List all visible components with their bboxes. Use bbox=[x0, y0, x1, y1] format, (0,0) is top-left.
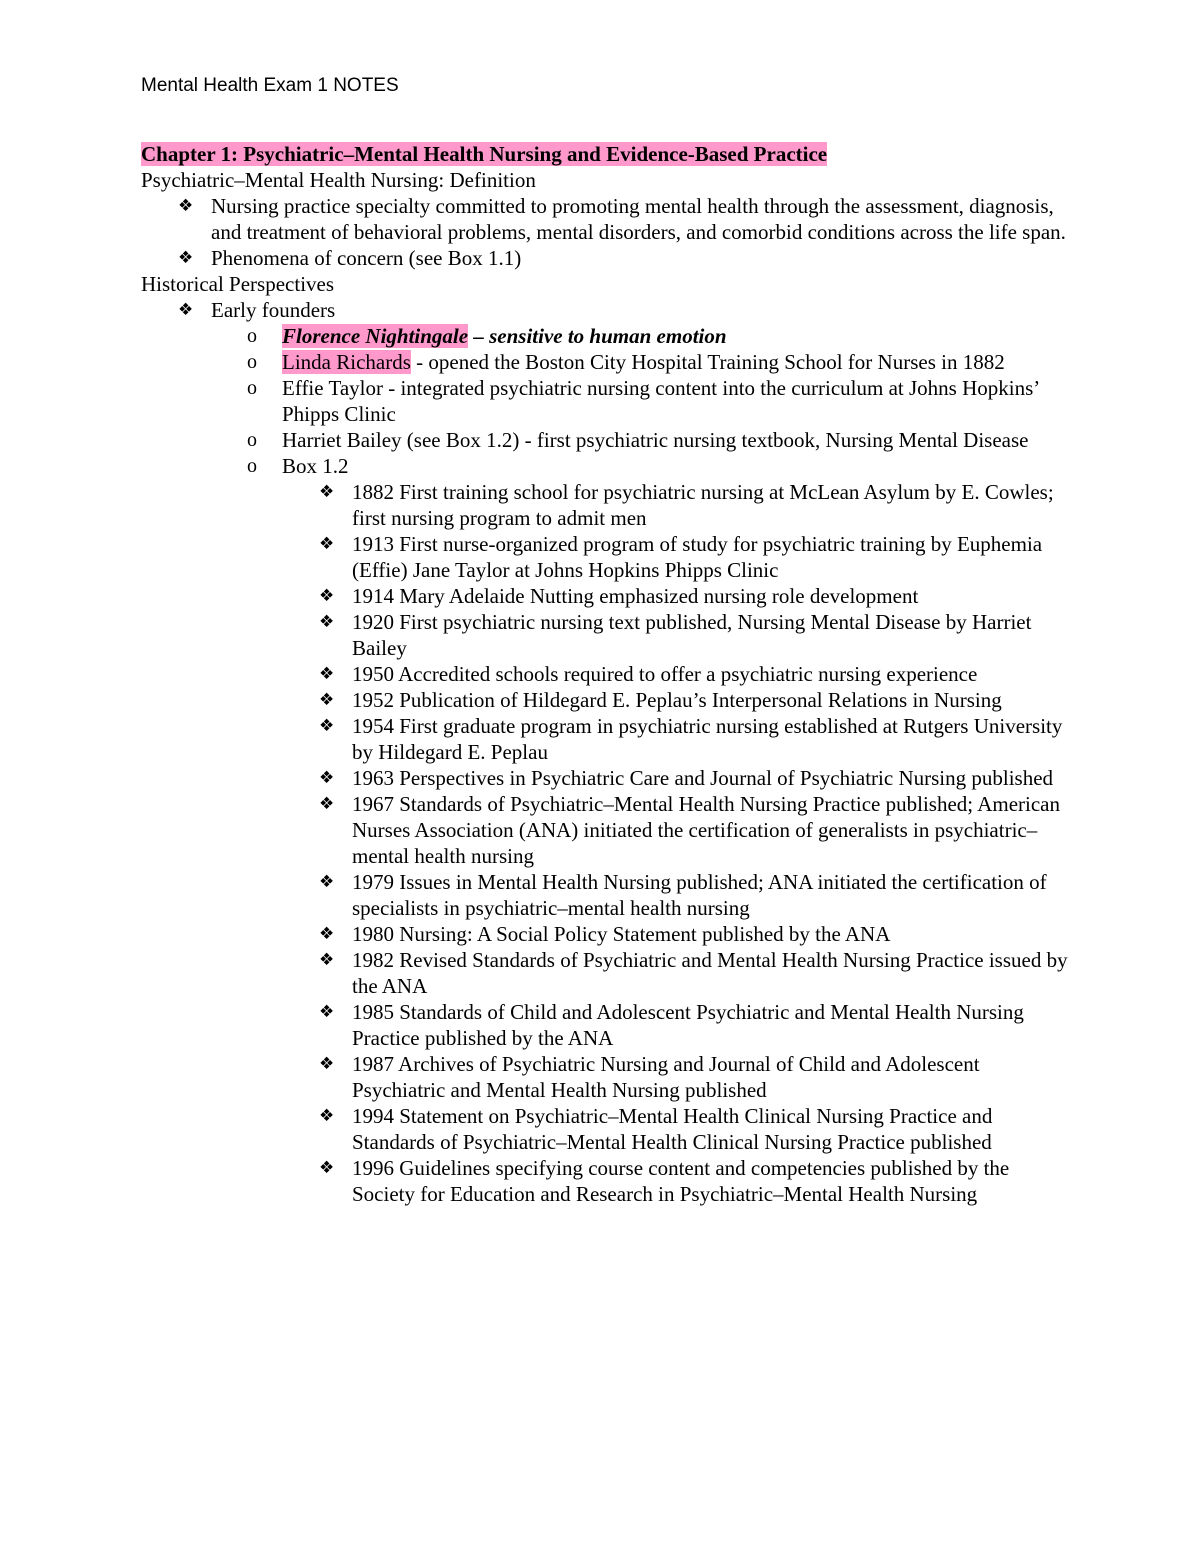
timeline-item: ❖ 1952 Publication of Hildegard E. Peplau’s Interpersonal Relations in Nursing bbox=[319, 688, 1002, 712]
section-label-definition: Psychiatric–Mental Health Nursing: Definition bbox=[141, 168, 536, 192]
four-diamond-bullet-icon: ❖ bbox=[319, 1002, 335, 1022]
hollow-circle-bullet-icon: o bbox=[247, 377, 257, 399]
timeline-item: ❖ 1954 First graduate program in psychiatric nursing established at Rutgers University by Hildegard E. Peplau bbox=[319, 714, 1063, 764]
founder-desc: – sensitive to human emotion bbox=[468, 324, 727, 348]
founder-item-taylor: o Effie Taylor - integrated psychiatric nursing content into the curriculum at Johns Hopkins’ Phipps Clinic bbox=[247, 376, 1039, 426]
timeline-item: ❖ 1980 Nursing: A Social Policy Statement published by the ANA bbox=[319, 922, 891, 946]
four-diamond-bullet-icon: ❖ bbox=[319, 1158, 335, 1178]
founders-list bbox=[141, 323, 1071, 479]
founder-item-box: o Box 1.2 bbox=[247, 454, 349, 478]
timeline-item: ❖ 1982 Revised Standards of Psychiatric and Mental Health Nursing Practice issued by the ANA bbox=[319, 948, 1068, 998]
box-1-2-list bbox=[141, 479, 1071, 1207]
timeline-item: ❖ 1987 Archives of Psychiatric Nursing and Journal of Child and Adolescent Psychiatric and Mental Health Nursing published bbox=[319, 1052, 980, 1102]
hollow-circle-bullet-icon: o bbox=[247, 455, 257, 477]
four-diamond-bullet-icon: ❖ bbox=[319, 716, 335, 736]
four-diamond-bullet-icon: ❖ bbox=[319, 586, 335, 606]
chapter-heading-text: Chapter 1: Psychiatric–Mental Health Nursing and Evidence-Based Practice bbox=[141, 142, 828, 166]
definition-list bbox=[141, 193, 1071, 271]
timeline-item: ❖ 1979 Issues in Mental Health Nursing published; ANA initiated the certification of specialists in psychiatric–mental health nursing bbox=[319, 870, 1047, 920]
four-diamond-bullet-icon: ❖ bbox=[178, 300, 194, 320]
timeline-item: ❖ 1996 Guidelines specifying course content and competencies published by the Society for Education and Research in Psychiatric–Mental Health Nursing bbox=[319, 1156, 1010, 1206]
four-diamond-bullet-icon: ❖ bbox=[319, 1106, 335, 1126]
founder-item-richards bbox=[141, 349, 1071, 375]
timeline-item: ❖ 1994 Statement on Psychiatric–Mental Health Clinical Nursing Practice and Standards of Psychiatric–Mental Health Clinical Nursing Practice published bbox=[319, 1104, 993, 1154]
founder-name: Florence Nightingale bbox=[282, 324, 469, 348]
hollow-circle-bullet-icon: o bbox=[247, 429, 257, 451]
four-diamond-bullet-icon: ❖ bbox=[319, 768, 335, 788]
timeline-item: ❖ 1950 Accredited schools required to offer a psychiatric nursing experience bbox=[319, 662, 978, 686]
list-item: ❖ Phenomena of concern (see Box 1.1) bbox=[178, 246, 522, 270]
four-diamond-bullet-icon: ❖ bbox=[178, 248, 194, 268]
timeline-item: ❖ 1967 Standards of Psychiatric–Mental Health Nursing Practice published; American Nurses Association (ANA) initiated the certification of generalists in psychiatric–mental health nursing bbox=[319, 792, 1061, 868]
document-title: Mental Health Exam 1 NOTES bbox=[141, 75, 399, 96]
timeline-item: ❖ 1920 First psychiatric nursing text published, Nursing Mental Disease by Harriet Bailey bbox=[319, 610, 1032, 660]
four-diamond-bullet-icon: ❖ bbox=[319, 612, 335, 632]
list-item: ❖ Nursing practice specialty committed to promoting mental health through the assessment, diagnosis, and treatment of behavioral problems, mental disorders, and comorbid conditions across the life span. bbox=[178, 194, 1066, 244]
four-diamond-bullet-icon: ❖ bbox=[319, 664, 335, 684]
four-diamond-bullet-icon: ❖ bbox=[319, 924, 335, 944]
chapter-heading bbox=[141, 141, 1071, 167]
founder-item-bailey: o Harriet Bailey (see Box 1.2) - first psychiatric nursing textbook, Nursing Mental Disease bbox=[247, 428, 1029, 452]
timeline-item: ❖ 1963 Perspectives in Psychiatric Care and Journal of Psychiatric Nursing published bbox=[319, 766, 1054, 790]
timeline-item: ❖ 1985 Standards of Child and Adolescent Psychiatric and Mental Health Nursing Practice published by the ANA bbox=[319, 1000, 1024, 1050]
founder-item-nightingale bbox=[141, 323, 1071, 349]
four-diamond-bullet-icon: ❖ bbox=[319, 690, 335, 710]
document-content bbox=[141, 141, 1071, 1207]
historical-list bbox=[141, 297, 1071, 323]
founder-name: Linda Richards bbox=[282, 350, 411, 374]
four-diamond-bullet-icon: ❖ bbox=[319, 872, 335, 892]
four-diamond-bullet-icon: ❖ bbox=[319, 950, 335, 970]
four-diamond-bullet-icon: ❖ bbox=[319, 1054, 335, 1074]
timeline-item: ❖ 1882 First training school for psychiatric nursing at McLean Asylum by E. Cowles; first nursing program to admit men bbox=[319, 480, 1054, 530]
four-diamond-bullet-icon: ❖ bbox=[319, 482, 335, 502]
four-diamond-bullet-icon: ❖ bbox=[319, 534, 335, 554]
four-diamond-bullet-icon: ❖ bbox=[319, 794, 335, 814]
section-label-historical: Historical Perspectives bbox=[141, 272, 335, 296]
hollow-circle-bullet-icon: o bbox=[247, 325, 257, 347]
timeline-item: ❖ 1914 Mary Adelaide Nutting emphasized nursing role development bbox=[319, 584, 919, 608]
hollow-circle-bullet-icon: o bbox=[247, 351, 257, 373]
list-item-early-founders: ❖ Early founders bbox=[178, 298, 336, 322]
timeline-item: ❖ 1913 First nurse-organized program of study for psychiatric training by Euphemia (Effie) Jane Taylor at Johns Hopkins Phipps Clinic bbox=[319, 532, 1043, 582]
four-diamond-bullet-icon: ❖ bbox=[178, 196, 194, 216]
founder-desc: - opened the Boston City Hospital Training School for Nurses in 1882 bbox=[410, 350, 1005, 374]
